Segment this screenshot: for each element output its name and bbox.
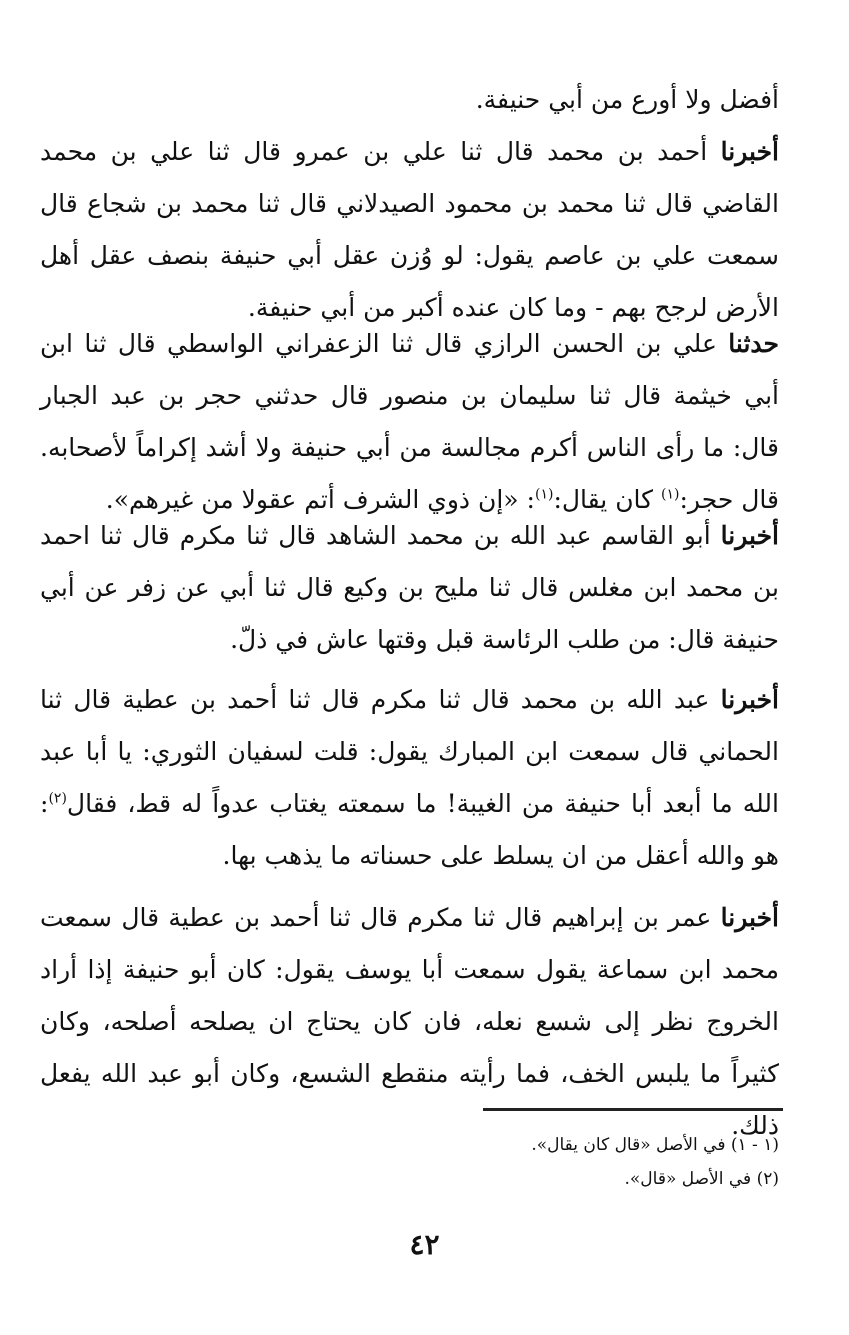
- paragraph-text: عبد الله بن محمد قال ثنا مكرم قال ثنا أحمد بن عطية قال ثنا الحماني قال سمعت ابن المبارك يقول: قلت لسفيان الثوري: يا أبا عبد الله ما أبعد أبا حنيفة من الغيبة! ما سمعته يغتاب عدواً له قط، فقال: [40, 685, 779, 818]
- paragraph-5: [40, 892, 779, 1152]
- footnote-marker: (١): [661, 486, 680, 503]
- opening-line-text: أفضل ولا أورع من أبي حنيفة.: [475, 85, 779, 114]
- paragraph-lead: أخبرنا: [720, 903, 779, 932]
- paragraph-text: أبو القاسم عبد الله بن محمد الشاهد قال ثنا مكرم قال ثنا احمد بن محمد ابن مغلس قال ثنا مليح بن وكيع قال ثنا أبي عن زفر عن أبي حنيفة قال: من طلب الرئاسة قبل وقتها عاش في ذلّ.: [40, 521, 779, 654]
- footnote-marker: (١): [534, 486, 554, 503]
- paragraph-lead: أخبرنا: [720, 685, 779, 714]
- paragraph-2: [40, 318, 779, 526]
- footnote-marker: (٢): [48, 790, 67, 807]
- paragraph-text: أحمد بن محمد قال ثنا علي بن عمرو قال ثنا علي بن محمد القاضي قال ثنا محمد بن محمود الصيدلاني قال ثنا محمد بن شجاع قال سمعت علي بن عاصم يقول: لو وُزن عقل أبي حنيفة بنصف عقل أهل الأرض لرجح بهم - وما كان عنده أكبر من أبي حنيفة.: [40, 137, 779, 322]
- paragraph-text: عمر بن إبراهيم قال ثنا مكرم قال ثنا أحمد بن عطية قال سمعت محمد ابن سماعة يقول سمعت أبا يوسف يقول: كان أبو حنيفة إذا أراد الخروج نظر إلى شسع نعله، فان كان يحتاج ان يصلحه أصلحه، وكان كثيراً ما يلبس الخف، فما رأيته منقطع الشسع، وكان أبو عبد الله يفعل ذلك.: [40, 903, 779, 1140]
- footnote-divider: [483, 1108, 783, 1111]
- opening-line: [40, 74, 779, 126]
- footnote-1: (١ - ١) في الأصل «قال كان يقال».: [531, 1135, 779, 1155]
- paragraph-1: [40, 126, 779, 334]
- paragraph-text: كان يقال:: [553, 485, 662, 514]
- paragraph-text: : هو والله أعقل من ان يسلط على حسناته ما يذهب بها.: [40, 789, 779, 870]
- paragraph-4: [40, 674, 779, 882]
- footnotes: [40, 1128, 779, 1196]
- paragraph-lead: أخبرنا: [720, 137, 779, 166]
- paragraph-lead: حدثنا: [728, 329, 779, 358]
- paragraph-3: [40, 510, 779, 666]
- page-number: ٤٢: [409, 1228, 440, 1261]
- footnote-2: (٢) في الأصل «قال».: [624, 1169, 779, 1189]
- paragraph-lead: أخبرنا: [720, 521, 779, 550]
- paragraph-text: علي بن الحسن الرازي قال ثنا الزعفراني الواسطي قال ثنا ابن أبي خيثمة قال ثنا سليمان بن منصور قال حدثني حجر بن عبد الجبار قال: ما رأى الناس أكرم مجالسة من أبي حنيفة ولا أشد إكراماً لأصحابه. قال حجر:: [40, 329, 779, 514]
- paragraph-text: : «إن ذوي الشرف أتم عقولا من غيرهم».: [105, 485, 535, 514]
